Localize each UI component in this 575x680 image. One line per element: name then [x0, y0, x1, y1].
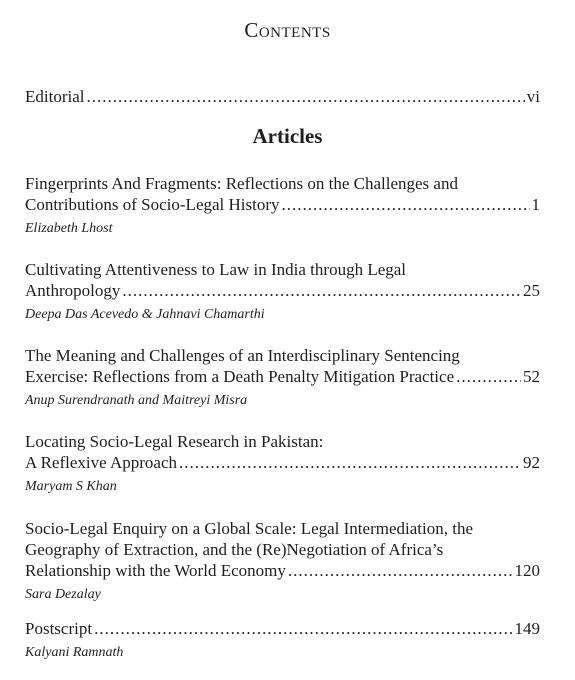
entry-title-line: Fingerprints And Fragments: Reflections on the Challenges and — [25, 174, 458, 193]
author-name: Anup Surendranath and Maitreyi Misra — [25, 393, 248, 408]
toc-entry[interactable] — [25, 431, 540, 497]
page-number: 52 — [523, 367, 540, 386]
toc-entry[interactable] — [25, 345, 540, 411]
author-name: Kalyani Ramnath — [25, 645, 124, 660]
entry-title-line: Locating Socio-Legal Research in Pakistan: — [25, 432, 324, 451]
dot-leader — [122, 280, 521, 301]
toc-entry-editorial[interactable] — [25, 86, 540, 107]
entry-title-line: Socio-Legal Enquiry on a Global Scale: Legal Intermediation, the — [25, 519, 473, 538]
author-name: Elizabeth Lhost — [25, 221, 113, 236]
page-number: 1 — [531, 195, 540, 214]
entry-title-line: Cultivating Attentiveness to Law in India through Legal — [25, 260, 407, 279]
entry-title-line: Geography of Extraction, and the (Re)Negotiation of Africa’s — [25, 540, 444, 559]
entry-title-line: Exercise: Reflections from a Death Penalty Mitigation Practice — [25, 367, 455, 386]
section-heading-articles: Articles — [252, 124, 323, 148]
toc-entry[interactable] — [25, 518, 540, 605]
page-number: 149 — [514, 619, 540, 638]
dot-leader — [94, 618, 512, 639]
author-name: Deepa Das Acevedo & Jahnavi Chamarthi — [25, 307, 265, 322]
dot-leader — [282, 194, 530, 215]
entry-title: Editorial — [25, 87, 85, 106]
dot-leader — [86, 86, 524, 107]
dot-leader — [456, 366, 521, 387]
entry-title-line: A Reflexive Approach — [25, 453, 178, 472]
page-number: 92 — [523, 453, 540, 472]
toc-entry-postscript[interactable] — [25, 618, 540, 663]
author-name: Maryam S Khan — [25, 479, 117, 494]
dot-leader — [288, 560, 513, 581]
toc-entry[interactable] — [25, 173, 540, 239]
contents-heading: Contents — [244, 18, 331, 42]
page-number: 120 — [514, 561, 540, 580]
entry-title-line: Relationship with the World Economy — [25, 561, 286, 580]
author-name: Sara Dezalay — [25, 587, 101, 602]
entry-title-line: Anthropology — [25, 281, 121, 300]
dot-leader — [179, 452, 521, 473]
toc-entry[interactable] — [25, 259, 540, 325]
entry-title-line: The Meaning and Challenges of an Interdisciplinary Sentencing — [25, 346, 460, 365]
entry-title-line: Contributions of Socio-Legal History — [25, 195, 280, 214]
page-number: vi — [526, 87, 540, 106]
page-number: 25 — [523, 281, 540, 300]
entry-title-line: Postscript — [25, 619, 93, 638]
